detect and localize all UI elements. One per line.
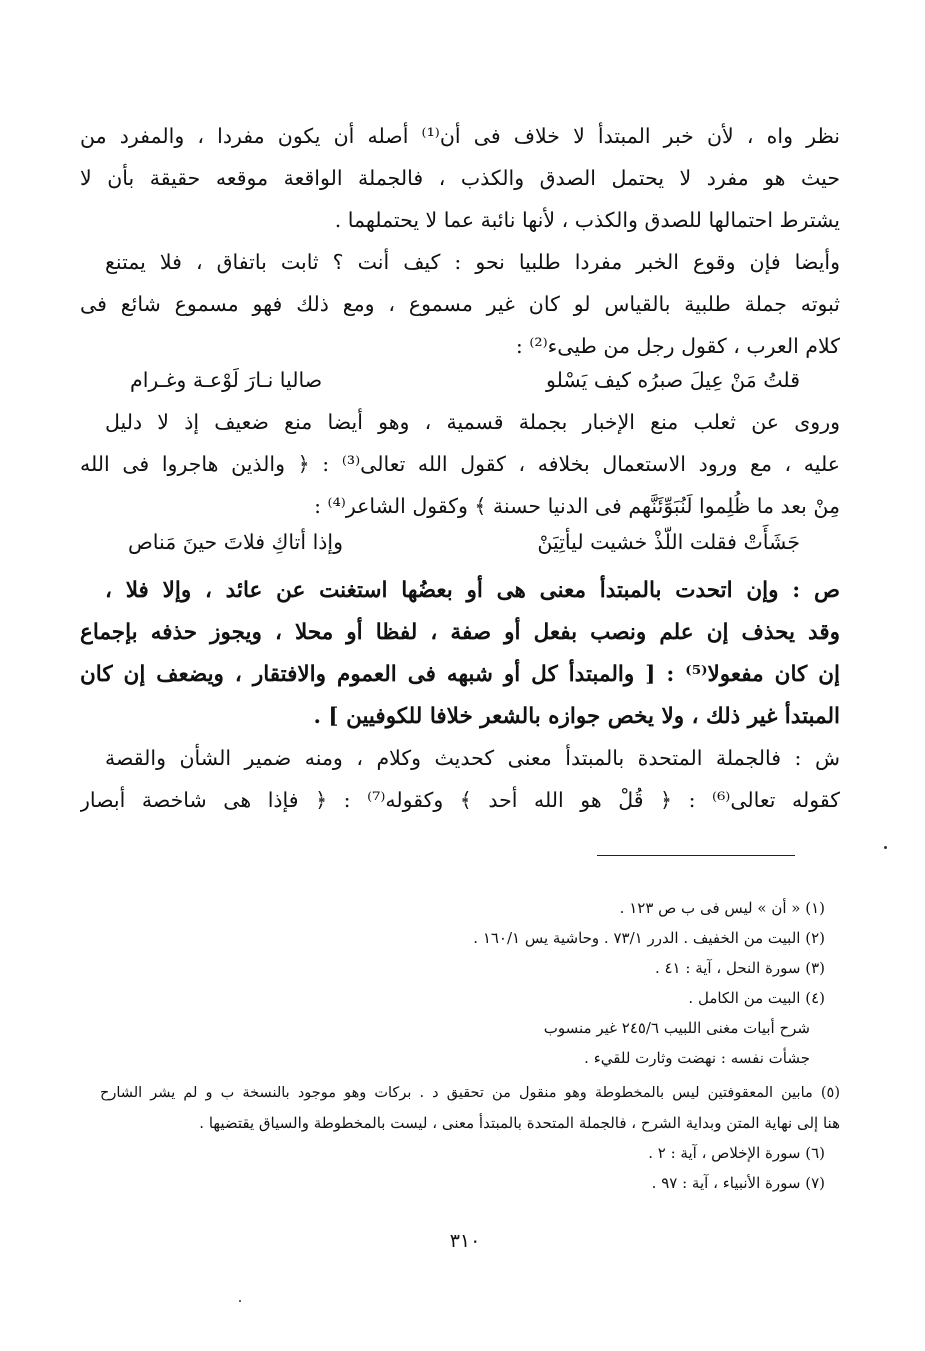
text-line: نظر واه ، لأن خبر المبتدأ لا خلاف فى أن⁽¹⁾ أصله أن يكون مفردا ، والمفرد من	[80, 124, 840, 148]
matn-line: المبتدأ غير ذلك ، ولا يخص جوازه بالشعر خلافا للكوفيين ] .	[313, 704, 840, 729]
scan-speck	[884, 846, 887, 849]
verse-second-hemistich: وإذا أتاكِ فلاتَ حينَ مَناص	[128, 530, 344, 554]
footnote: (٢) البيت من الخفيف . الدرر ٧٣/١ . وحاشية يس ١٦٠/١ .	[473, 929, 825, 947]
footnote: (٥) مابين المعقوفتين ليس بالمخطوطة وهو منقول من تحقيق د . بركات وهو موجود بالنسخة ب و لم يشر الشارح	[100, 1085, 840, 1101]
footnote: (٤) البيت من الكامل .	[688, 989, 825, 1007]
footnote: (١) « أن » ليس فى ب ص ١٢٣ .	[619, 899, 825, 917]
scan-speck	[239, 1300, 241, 1302]
text-line: وأيضا فإن وقوع الخبر مفردا طلبيا نحو : كيف أنت ؟ ثابت باتفاق ، فلا يمتنع	[105, 250, 840, 274]
text-line: كقوله تعالى⁽⁶⁾ : ﴿ قُلْ هو الله أحد ﴾ وكقوله⁽⁷⁾ : ﴿ فإذا هى شاخصة أبصار	[80, 788, 840, 812]
text-line: يشترط احتمالها للصدق والكذب ، لأنها نائبة عما لا يحتملهما .	[334, 208, 840, 232]
footnote: (٣) سورة النحل ، آية : ٤١ .	[654, 959, 825, 977]
matn-line: إن كان مفعولا⁽⁵⁾ : [ والمبتدأ كل أو شبهه فى العموم والافتقار ، ويضعف إن كان	[80, 662, 840, 687]
text-line: مِنْ بعد ما ظُلِموا لَنُبَوِّئَنَّهم فى الدنيا حسنة ﴾ وكقول الشاعر⁽⁴⁾ :	[314, 494, 840, 518]
matn-line: وقد يحذف إن علم ونصب بفعل أو صفة ، لفظا أو محلا ، ويجوز حذفه بإجماع	[80, 620, 840, 645]
verse-first-hemistich: قلتُ مَنْ عِيلَ صبرُه كيف يَسْلو	[545, 368, 800, 392]
verse-first-hemistich: جَشَأَتْ فقلت اللّذْ خشيت ليأتِيَنْ	[537, 530, 800, 554]
page-number: ٣١٠	[449, 1230, 481, 1252]
text-line: ش : فالجملة المتحدة بالمبتدأ معنى كحديث وكلام ، ومنه ضمير الشأن والقصة	[105, 746, 840, 770]
text-line: وروى عن ثعلب منع الإخبار بجملة قسمية ، وهو أيضا منع ضعيف إذ لا دليل	[105, 410, 840, 434]
footnote: شرح أبيات مغنى اللبيب ٢٤٥/٦ غير منسوب	[543, 1019, 810, 1037]
footnote: (٧) سورة الأنبياء ، آية : ٩٧ .	[651, 1174, 825, 1192]
footnote: هنا إلى نهاية المتن وبداية الشرح ، فالجملة المتحدة بالمبتدأ معنى ، ليست بالمخطوطة والسياق يقتضيها .	[199, 1114, 840, 1132]
matn-line: ص : وإن اتحدت بالمبتدأ معنى هى أو بعضُها استغنت عن عائد ، وإلا فلا ،	[105, 578, 840, 603]
text-line: كلام العرب ، كقول رجل من طيىء⁽²⁾ :	[515, 334, 840, 358]
text-line: عليه ، مع ورود الاستعمال بخلافه ، كقول الله تعالى⁽³⁾ : ﴿ والذين هاجروا فى الله	[80, 452, 840, 476]
footnote: جشأت نفسه : نهضت وثارت للقيء .	[584, 1049, 810, 1067]
text-line: ثبوته جملة طلبية بالقياس لو كان غير مسموع ، ومع ذلك فهو مسموع شائع فى	[80, 292, 840, 316]
text-line: حيث هو مفرد لا يحتمل الصدق والكذب ، فالجملة الواقعة موقعه حقيقة بأن لا	[80, 166, 840, 190]
footnote: (٦) سورة الإخلاص ، آية : ٢ .	[648, 1144, 825, 1162]
footnote-separator	[597, 855, 795, 856]
verse-second-hemistich: صاليا نـارَ لَوْعـة وغـرام	[130, 368, 323, 392]
